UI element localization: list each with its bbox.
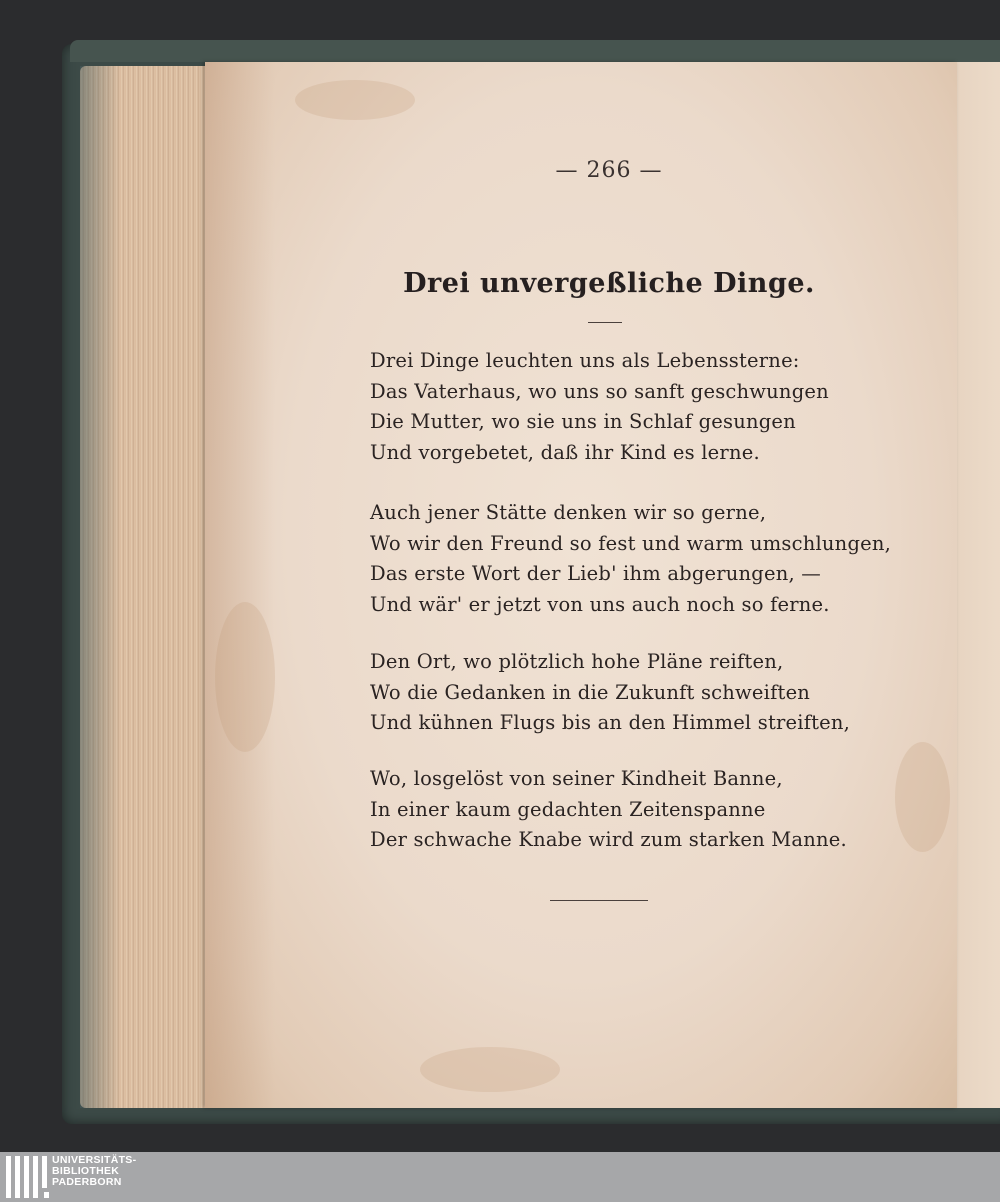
poem-line: Das Vaterhaus, wo uns so sanft geschwungen — [370, 379, 829, 403]
page-gutter-shade — [205, 62, 275, 1108]
poem-line: Auch jener Stätte denken wir so gerne, — [370, 501, 767, 524]
poem-line: Die Mutter, wo sie uns in Schlaf gesungen — [370, 410, 796, 433]
poem-line: Das erste Wort der Lieb' ihm abgerungen, — — [370, 562, 821, 585]
poem-line: Den Ort, wo plötzlich hohe Pläne reiften, — [370, 650, 784, 673]
poem-line: Und wär' er jetzt von uns auch noch so ferne. — [370, 592, 830, 616]
poem-line: Der schwache Knabe wird zum starken Manne. — [370, 828, 847, 851]
stain — [420, 1047, 560, 1092]
poem-line: Drei Dinge leuchten uns als Lebenssterne: — [370, 349, 800, 372]
stain — [295, 80, 415, 120]
logo-line: BIBLIOTHEK — [52, 1165, 120, 1177]
poem-line: Wo, losgelöst von seiner Kindheit Banne, — [370, 767, 783, 790]
page-number: — 266 — — [555, 158, 663, 183]
stanza-1 — [370, 346, 829, 468]
poem-line: Wo wir den Freund so fest und warm umschlungen, — [370, 531, 892, 555]
logo-line: UNIVERSITÄTS- — [52, 1154, 137, 1166]
poem-title: Drei unvergeßliche Dinge. — [403, 268, 815, 299]
poem-line: In einer kaum gedachten Zeitenspanne — [370, 797, 766, 821]
book-cover-edge — [70, 40, 1000, 62]
stanza-2 — [370, 498, 891, 620]
library-footer — [0, 1152, 1000, 1202]
title-divider — [588, 322, 622, 323]
stanza-4 — [370, 764, 847, 856]
poem-line: Und kühnen Flugs bis an den Himmel streiften, — [370, 711, 851, 734]
end-divider — [550, 900, 648, 901]
poem-line: Und vorgebetet, daß ihr Kind es lerne. — [370, 440, 760, 464]
stanza-3 — [370, 647, 850, 739]
stain — [895, 742, 950, 852]
page-stack-edge — [80, 66, 215, 1108]
poem-line: Wo die Gedanken in die Zukunft schweiften — [370, 680, 811, 704]
stain — [215, 602, 275, 752]
logo-line: PADERBORN — [52, 1176, 122, 1188]
library-logo-text — [52, 1155, 136, 1188]
